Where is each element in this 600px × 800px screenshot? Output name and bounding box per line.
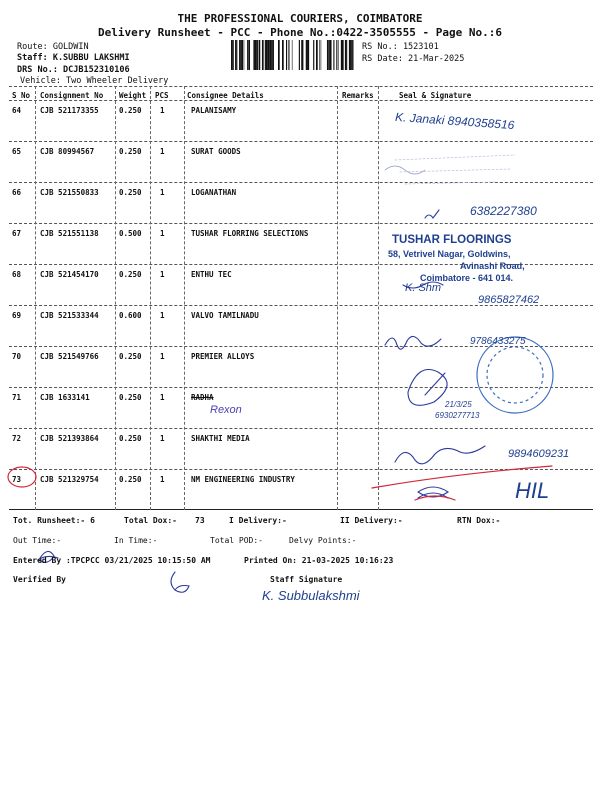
hand-r68-phone: 9865827462 [478, 294, 540, 306]
cell-consignee: TUSHAR FLORRING SELECTIONS [191, 229, 309, 238]
stamp-line4: Coimbatore - 641 014. [420, 273, 514, 283]
cell-consignee: VALVO TAMILNADU [191, 311, 259, 320]
rs-no-label: RS No.: 1523101 [362, 42, 439, 52]
cell-pcs: 1 [160, 434, 165, 443]
hand-r68-name: K. Shm [405, 282, 442, 294]
entered-by: Entered By :TPCPCC 03/21/2025 10:15:50 AM [13, 556, 211, 565]
cell-weight: 0.250 [119, 147, 142, 156]
cell-consignee: SHAKTHI MEDIA [191, 434, 250, 443]
cell-sno: 64 [12, 106, 22, 115]
printed-on: Printed On: 21-03-2025 10:16:23 [244, 556, 394, 565]
ii-delivery: II Delivery:- [340, 516, 403, 525]
cell-consignee: NM ENGINEERING INDUSTRY [191, 475, 295, 484]
col-remarks: Remarks [342, 91, 374, 100]
staff-sign-hand: K. Subbulakshmi [262, 588, 360, 603]
cell-consignment: CJB 521551138 [40, 229, 99, 238]
col-weight: Weight [119, 91, 147, 100]
route-label: Route: GOLDWIN [17, 42, 89, 52]
cell-pcs: 1 [160, 229, 165, 238]
runsheet-subtitle: Delivery Runsheet - PCC - Phone No.:0422-3505555 - Page No.:6 [98, 26, 502, 39]
cell-pcs: 1 [160, 106, 165, 115]
cell-weight: 0.250 [119, 352, 142, 361]
cell-consignment: CJB 80994567 [40, 147, 95, 156]
stamp-line1: TUSHAR FLOORINGS [392, 234, 512, 246]
cell-consignment: CJB 521329754 [40, 475, 99, 484]
hand-r72: 9894609231 [508, 448, 570, 460]
table-row [9, 387, 593, 428]
delvy-points: Delvy Points:- [289, 536, 357, 545]
cell-consignee: RADHA [191, 393, 214, 402]
staff-label: Staff: K.SUBBU LAKSHMI [17, 53, 130, 63]
cell-weight: 0.500 [119, 229, 142, 238]
cell-pcs: 1 [160, 352, 165, 361]
col-seal: Seal & Signature [399, 91, 472, 100]
cell-consignment: CJB 521550833 [40, 188, 99, 197]
out-time: Out Time:- [13, 536, 62, 545]
col-consignment: Consignment No [40, 91, 104, 100]
cell-pcs: 1 [160, 188, 165, 197]
table-row [9, 469, 593, 510]
cell-consignee: PALANISAMY [191, 106, 237, 115]
barcode-image [231, 40, 354, 70]
cell-sno: 68 [12, 270, 22, 279]
cell-sno: 66 [12, 188, 22, 197]
hand-r70: 9786433275 [470, 336, 526, 347]
cell-consignee: ENTHU TEC [191, 270, 232, 279]
cell-weight: 0.250 [119, 188, 142, 197]
hand-r71-date: 21/3/25 [445, 400, 472, 409]
cell-sno: 69 [12, 311, 22, 320]
hand-r64: K. Janaki 8940358516 [394, 109, 515, 133]
table-row [9, 428, 593, 469]
drs-label: DRS No.: DCJB152310106 [17, 65, 130, 75]
cell-sno: 65 [12, 147, 22, 156]
cell-consignment: CJB 521393864 [40, 434, 99, 443]
cell-consignment: CJB 521173355 [40, 106, 99, 115]
cell-consignee: SURAT GOODS [191, 147, 241, 156]
verified-by: Verified By [13, 575, 66, 584]
cell-consignment: CJB 521454170 [40, 270, 99, 279]
stamp-line3: Avinashi Road, [460, 261, 525, 271]
staff-signature: Staff Signature [270, 575, 343, 584]
cell-pcs: 1 [160, 270, 165, 279]
cell-consignment: CJB 521533344 [40, 311, 99, 320]
cell-sno: 67 [12, 229, 22, 238]
cell-weight: 0.600 [119, 311, 142, 320]
cell-consignee: PREMIER ALLOYS [191, 352, 255, 361]
col-pcs: PCS [155, 91, 169, 100]
hand-r66: 6382227380 [470, 204, 537, 218]
stamp-line2: 58, Vetrivel Nagar, Goldwins, [388, 249, 511, 259]
cell-weight: 0.250 [119, 475, 142, 484]
col-consignee: Consignee Details [187, 91, 264, 100]
total-dox-value: 73 [195, 516, 205, 525]
cell-weight: 0.250 [119, 270, 142, 279]
hand-r71-phone: 6930277713 [435, 411, 480, 420]
company-title: THE PROFESSIONAL COURIERS, COIMBATORE [177, 12, 423, 25]
cell-sno: 73 [12, 475, 22, 484]
vehicle-label: Vehicle: Two Wheeler Delivery [20, 76, 169, 86]
table-row [9, 346, 593, 387]
in-time: In Time:- [114, 536, 158, 545]
cell-sno: 70 [12, 352, 22, 361]
cell-weight: 0.250 [119, 393, 142, 402]
total-dox-label: Total Dox:- [124, 516, 177, 525]
total-pod: Total POD:- [210, 536, 263, 545]
cell-weight: 0.250 [119, 106, 142, 115]
hand-r71-name: Rexon [210, 404, 242, 416]
cell-pcs: 1 [160, 311, 165, 320]
col-sno: S No [12, 91, 31, 100]
rtn-dox: RTN Dox:- [457, 516, 501, 525]
cell-weight: 0.250 [119, 434, 142, 443]
cell-sno: 72 [12, 434, 22, 443]
cell-sno: 71 [12, 393, 22, 402]
cell-pcs: 1 [160, 475, 165, 484]
rs-date-label: RS Date: 21-Mar-2025 [362, 54, 465, 64]
cell-pcs: 1 [160, 393, 165, 402]
total-runsheet: Tot. Runsheet:- 6 [13, 516, 95, 525]
cell-consignee: LOGANATHAN [191, 188, 237, 197]
cell-pcs: 1 [160, 147, 165, 156]
hand-r73: HIL [515, 478, 550, 503]
cell-consignment: CJB 1633141 [40, 393, 90, 402]
cell-consignment: CJB 521549766 [40, 352, 99, 361]
i-delivery: I Delivery:- [229, 516, 287, 525]
table-row [9, 141, 593, 182]
